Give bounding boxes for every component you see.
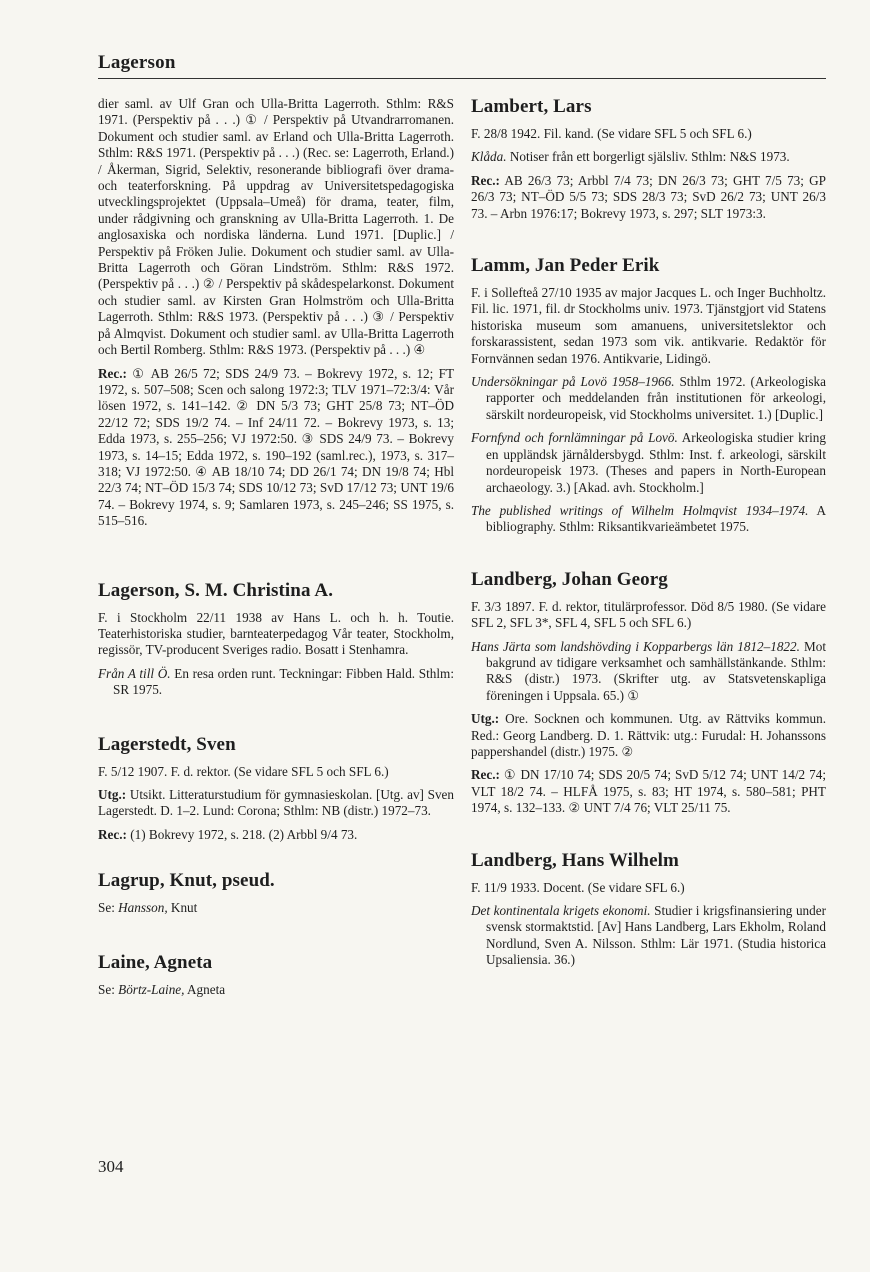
- entry-title-landberg-hans: Landberg, Hans Wilhelm: [471, 849, 679, 871]
- editions-label: Utg.:: [98, 787, 127, 802]
- continued-works-text: dier saml. av Ulf Gran och Ulla-Britta Lagerroth. Sthlm: R&S 1971. (Perspektiv på . . .) ① / Perspektiv på Utvandrarromanen. Dokument och studier saml. av Erland och Ulla-Britta Lagerroth. Sthlm: R&S 1971. (Perspektiv på . . .) (Rec. se: Lagerroth, Erland.) / Åkerman, Sigrid, Selektiv, resonerande bibliografi över drama- och teaterforskning. På uppdrag av Universitetspedagogiska utvecklingsprojektet (Uppsala–Umeå) för drama, teater, film, under rådgivning och granskning av Ulla-Britta Lagerroth. 1. De anglosaxiska och nordiska länderna. Lund 1971. [Duplic.] / Perspektiv på Fröken Julie. Dokument och studier saml. av Ulla-Britta Lagerroth och Göran Lindström. Sthlm: R&S 1972. (Perspektiv på . . .) ② / Perspektiv på skådespelarkonst. Dokument och studier saml. av Kirsten Gran Holmström och Ulla-Britta Lagerroth. Sthlm: R&S 1973. (Perspektiv på . . .) ③ / Perspektiv på Almqvist. Dokument och studier saml. av Ulla-Britta Lagerroth och Bertil Romberg. Sthlm: R&S 1973. (Perspektiv på . . .) ④: [98, 96, 454, 358]
- work-title: Det kontinentala krigets ekonomi.: [471, 903, 651, 918]
- editions-text: Utsikt. Litteraturstudium för gymnasieskolan. [Utg. av] Sven Lagerstedt. D. 1–2. Lund: Corona; Sthlm: NB (distr.) 1972–73.: [98, 787, 454, 819]
- work-title: Fornfynd och fornlämningar på Lovö.: [471, 430, 678, 446]
- see-name: Hansson,: [118, 900, 168, 916]
- running-head: Lagerson: [98, 52, 176, 73]
- see-label: Se:: [98, 900, 119, 916]
- see-rest: Agneta: [184, 981, 226, 997]
- work-details: Sthlm 1972. (Arkeologiska rapporter och meddelanden från institutionen för arkeologi, särskilt nordeuropeisk, vid Stockholms universitet. 1.) [Duplic.]: [486, 374, 826, 422]
- reviews-text: AB 26/3 73; Arbbl 7/4 73; DN 26/3 73; GHT 7/5 73; GP 26/3 73; NT–ÖD 5/5 73; SDS 28/3 73; SvD 26/2 73; UNT 26/3 73. – Arbn 1976:17; Bokrevy 1973, s. 297; SLT 1973:3.: [471, 172, 826, 221]
- entry-work: [471, 639, 826, 705]
- entry-work: [471, 903, 826, 969]
- entry-title-lambert: Lambert, Lars: [471, 96, 592, 117]
- see-label: Se:: [98, 981, 119, 997]
- entry-bio: F. i Sollefteå 27/10 1935 av major Jacques L. och Inger Buchholtz. Fil. lic. 1971, fil. dr Stockholms univ. 1973. Tjänstgjort vid Statens historiska museum som amanuens, universitetslektor och forskarassistent, sedan 1973 som vik. antikvarie. Redaktör för Fornvännen sedan 1976. Antikvarie, Lidingö.: [471, 285, 826, 366]
- entry-work: [98, 666, 454, 699]
- entry-work: [471, 430, 826, 496]
- work-title: Undersökningar på Lovö 1958–1966.: [471, 374, 675, 390]
- header-rule: [98, 78, 826, 79]
- continued-reviews: [98, 366, 454, 530]
- editions-label: Utg.:: [471, 711, 500, 727]
- see-rest: Knut: [167, 900, 198, 916]
- right-column: [471, 96, 826, 976]
- left-column: [98, 96, 454, 1005]
- entry-title-landberg-johan: Landberg, Johan Georg: [471, 568, 668, 590]
- work-details: A bibliography. Sthlm: Riksantikvarieämbetet 1975.: [486, 502, 826, 535]
- reviews-label: Rec.:: [98, 826, 127, 842]
- entry-work: [471, 503, 826, 536]
- reviews-text: ① DN 17/10 74; SDS 20/5 74; SvD 5/12 74; UNT 14/2 74; VLT 18/2 74. – HLFÅ 1975, s. 83; HT 1974, s. 580–581; PHT 1974, s. 132–133. ② UNT 7/4 76; VLT 25/11 75.: [471, 767, 826, 816]
- work-details: Notiser från ett borgerligt själsliv. Sthlm: N&S 1973.: [506, 149, 790, 165]
- entry-title-lagerstedt: Lagerstedt, Sven: [98, 733, 236, 755]
- entry-work: [471, 149, 826, 165]
- entry-work: [471, 374, 826, 423]
- continued-entry: [98, 96, 454, 359]
- entry-editions: [98, 787, 454, 820]
- reviews-label: Rec.:: [471, 767, 500, 783]
- entry-reviews: [471, 767, 826, 816]
- work-title: Från A till Ö.: [98, 665, 171, 681]
- editions-text: Ore. Socknen och kommunen. Utg. av Rättviks kommun. Red.: Georg Landberg. D. 1. Rättvik: utg.: Furudal: H. Johanssons pappershandel (distr.) 1975. ②: [471, 711, 826, 759]
- work-title: Hans Järta som landshövding i Kopparbergs län 1812–1822.: [471, 638, 800, 654]
- entry-title-lagrup: Lagrup, Knut, pseud.: [98, 870, 275, 892]
- entry-title-lamm: Lamm, Jan Peder Erik: [471, 255, 660, 277]
- work-details: En resa orden runt. Teckningar: Fibben Hald. Sthlm: SR 1975.: [113, 665, 454, 698]
- page-number: 304: [98, 1157, 124, 1176]
- work-details: Arkeologiska studier kring en uppländsk järnåldersbygd. Sthlm: Inst. f. arkeologi, särskilt nordeuropeisk 1973. (Theses and papers in North-European archaeology. 3.) [Akad. avh. Stockholm.]: [486, 430, 826, 495]
- entry-title-laine: Laine, Agneta: [98, 951, 213, 973]
- entry-cross-reference: [98, 900, 454, 916]
- entry-cross-reference: [98, 982, 454, 998]
- entry-title-lagerson-christina: Lagerson, S. M. Christina A.: [98, 579, 334, 601]
- work-details: Mot bakgrund av tidigare verksamhet och samhällstänkande. Sthlm: R&S (distr.) 1973. (Skrifter utg. av Statsvetenskapliga föreningen i Uppsala. 65.) ①: [486, 638, 826, 703]
- entry-bio: F. 11/9 1933. Docent. (Se vidare SFL 6.): [471, 879, 685, 895]
- work-title: Klåda.: [471, 149, 507, 165]
- see-name: Börtz-Laine,: [118, 981, 185, 997]
- entry-reviews: [98, 827, 454, 843]
- reviews-text: (1) Bokrevy 1972, s. 218. (2) Arbbl 9/4 73.: [126, 826, 358, 842]
- entry-reviews: [471, 173, 826, 222]
- reviews-label: Rec.:: [98, 365, 127, 381]
- work-details: Studier i krigsfinansiering under svensk stormaktstid. [Av] Hans Landberg, Lars Ekholm, Roland Nordlund, Sven A. Nilsson. Sthlm: Lär 1971. (Studia historica Upsaliensia. 36.): [486, 903, 826, 968]
- entry-bio: F. 28/8 1942. Fil. kand. (Se vidare SFL 5 och SFL 6.): [471, 126, 752, 141]
- reviews-label: Rec.:: [471, 172, 500, 188]
- entry-bio: F. i Stockholm 22/11 1938 av Hans L. och h. h. Toutie. Teaterhistoriska studier, barnteaterpedagog Vår teater, Stockholm, regissör, TV-producent Sveriges radio. Bosatt i Stenhamra.: [98, 609, 454, 658]
- entry-bio: F. 5/12 1907. F. d. rektor. (Se vidare SFL 5 och SFL 6.): [98, 763, 389, 779]
- entry-bio: F. 3/3 1897. F. d. rektor, titulärprofessor. Död 8/5 1980. (Se vidare SFL 2, SFL 3*, SFL 4, SFL 5 och SFL 6.): [471, 598, 826, 631]
- reviews-text: ① AB 26/5 72; SDS 24/9 73. – Bokrevy 1972, s. 12; FT 1972, s. 507–508; Scen och salong 1972:3; TLV 1971–72:3/4: Vår lösen 1972, s. 141–142. ② DN 5/3 73; GHT 25/8 73; NT–ÖD 22/12 72; SDS 19/2 74. – Inf 24/11 72. – Bokrevy 1973, s. 13; Edda 1973, s. 255–256; VJ 1972:50. ③ SDS 24/9 73. – Bokrevy 1973, s. 14–15; Edda 1972, s. 190–192 (saml.rec.), 1973, s. 317–318; VJ 1972:50. ④ AB 18/10 74; DD 26/1 74; DN 19/8 74; Hbl 22/3 74; NT–ÖD 15/3 74; SDS 10/12 73; SvD 17/12 73; UNT 19/6 74. – Bokrevy 1974, s. 9; Samlaren 1973, s. 245–246; SS 1975, s. 515–516.: [98, 365, 454, 529]
- entry-editions: [471, 711, 826, 760]
- work-title: The published writings of Wilhelm Holmqvist 1934–1974.: [471, 502, 809, 518]
